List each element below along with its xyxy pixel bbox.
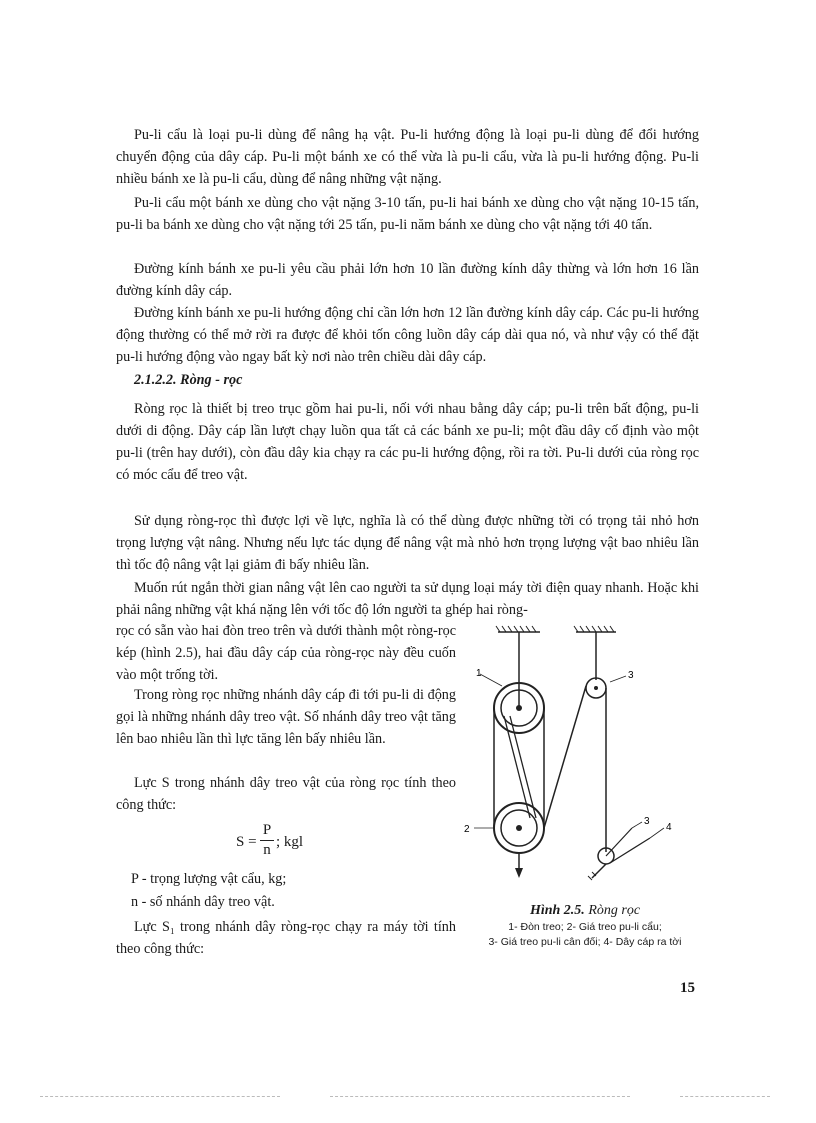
- label-1: 1: [476, 668, 482, 679]
- caption-title: [440, 902, 730, 920]
- formula-fraction: [260, 822, 274, 859]
- paragraph-6: Sử dụng ròng-rọc thì được lợi về lực, nghĩa là có thể dùng được những tời có trọng tải nhỏ hơn trọng lượng vật nâng. Nhưng nếu lực tác dụng để nâng vật mà nhỏ hơn trọng lượng vật bao nhiêu lần thì tốc độ nâng vật lại giảm đi bấy nhiêu lần.: [116, 513, 699, 573]
- paragraph-7-cont: rọc có sẵn vào hai đòn treo trên và dưới thành một ròng-rọc kép (hình 2.5), hai đầu dây cáp của ròng-rọc này đều cuốn vào một trống tời.: [116, 623, 456, 683]
- definition-n: n - số nhánh dây treo vật.: [131, 894, 275, 910]
- formula-lhs: S =: [236, 834, 257, 850]
- balance-pulley: [586, 632, 650, 880]
- formula-denominator: n: [263, 842, 271, 858]
- page-number: 15: [680, 980, 695, 996]
- bottom-dashed-rule-left: [40, 1096, 280, 1097]
- pulley-figure: [460, 620, 710, 890]
- lower-pulley: [494, 803, 544, 878]
- paragraph-4: Đường kính bánh xe pu-li hướng động chỉ cần lớn hơn 12 lần đường kính dây cáp. Các pu-li hướng động thường có thể mở rời ra được để khỏi tốn công luồn dây cáp dài qua nó, và như vậy có thể đặt pu-li hướng động vào ngay bất kỳ nơi nào trên chiều dài dây cáp.: [116, 305, 699, 365]
- leader-lines: [474, 674, 664, 838]
- ceiling-supports: [496, 626, 616, 632]
- caption-legend-1: 1- Đòn treo; 2- Giá treo pu-li cẩu;: [508, 921, 662, 933]
- formula-s: [236, 822, 356, 862]
- bottom-dashed-rule-right: [680, 1096, 770, 1097]
- definition-p: P - trọng lượng vật cẩu, kg;: [131, 871, 287, 887]
- label-3-bottom: 3: [644, 816, 650, 827]
- formula-rhs: ; kgl: [276, 834, 304, 850]
- label-2: 2: [464, 824, 470, 835]
- paragraph-7-full: Muốn rút ngắn thời gian nâng vật lên cao người ta sử dụng loại máy tời điện quay nhanh. Hoặc khi phải nâng những vật khá nặng lên với tốc độ lớn người ta ghép hai ròng-: [116, 580, 699, 618]
- figure-caption: [440, 902, 730, 950]
- section-heading: 2.1.2.2. Ròng - rọc: [134, 372, 243, 388]
- paragraph-3: Đường kính bánh xe pu-li yêu cầu phải lớn hơn 10 lần đường kính dây thừng và lớn hơn 16 lần đường kính dây cáp.: [116, 261, 699, 299]
- paragraph-10: Lực S₁ trong nhánh dây ròng-rọc chạy ra máy tời tính theo công thức:: [116, 919, 456, 957]
- caption-legend-2: 3- Giá treo pu-li cân đối; 4- Dây cáp ra tời: [488, 936, 682, 948]
- fraction-bar: [260, 840, 274, 841]
- caption-title-number: Hình 2.5.: [529, 903, 585, 918]
- bottom-dashed-rule-mid: [330, 1096, 630, 1097]
- label-4: 4: [666, 822, 672, 833]
- label-3-top: 3: [628, 670, 634, 681]
- formula-numerator: P: [262, 822, 272, 838]
- paragraph-8: Trong ròng rọc những nhánh dây cáp đi tới pu-li di động gọi là những nhánh dây treo vật. Số nhánh dây treo vật tăng lên bao nhiêu lần thì lực tăng lên bấy nhiêu lần.: [116, 687, 456, 747]
- paragraph-1: Pu-li cẩu là loại pu-li dùng để nâng hạ vật. Pu-li hướng động là loại pu-li dùng để đổi hướng chuyển động của dây cáp. Pu-li một bánh xe có thể vừa là pu-li cẩu, vừa là pu-li hướng động. Pu-li nhiều bánh xe là pu-li cẩu, dùng để nâng những vật nặng.: [116, 127, 699, 187]
- paragraph-2: Pu-li cẩu một bánh xe dùng cho vật nặng 3-10 tấn, pu-li hai bánh xe dùng cho vật nặng 10-15 tấn, pu-li ba bánh xe dùng cho vật nặng tới 25 tấn, pu-li năm bánh xe dùng cho vật nặng tới 40 tấn.: [116, 195, 699, 233]
- paragraph-5: Ròng rọc là thiết bị treo trục gồm hai pu-li, nối với nhau bằng dây cáp; pu-li trên bất động, pu-li dưới di động. Dây cáp lần lượt chạy luồn qua tất cả các bánh xe pu-li; một đầu dây cố định vào một pu-li (trên hay dưới), còn đầu dây kia chạy ra các pu-li hướng động, rồi ra tời. Pu-li dưới của ròng rọc có móc cẩu để treo vật.: [116, 401, 699, 483]
- caption-title-text: Ròng rọc: [588, 903, 641, 918]
- upper-pulley: [494, 632, 544, 733]
- paragraph-9: Lực S trong nhánh dây treo vật của ròng rọc tính theo công thức:: [116, 775, 456, 813]
